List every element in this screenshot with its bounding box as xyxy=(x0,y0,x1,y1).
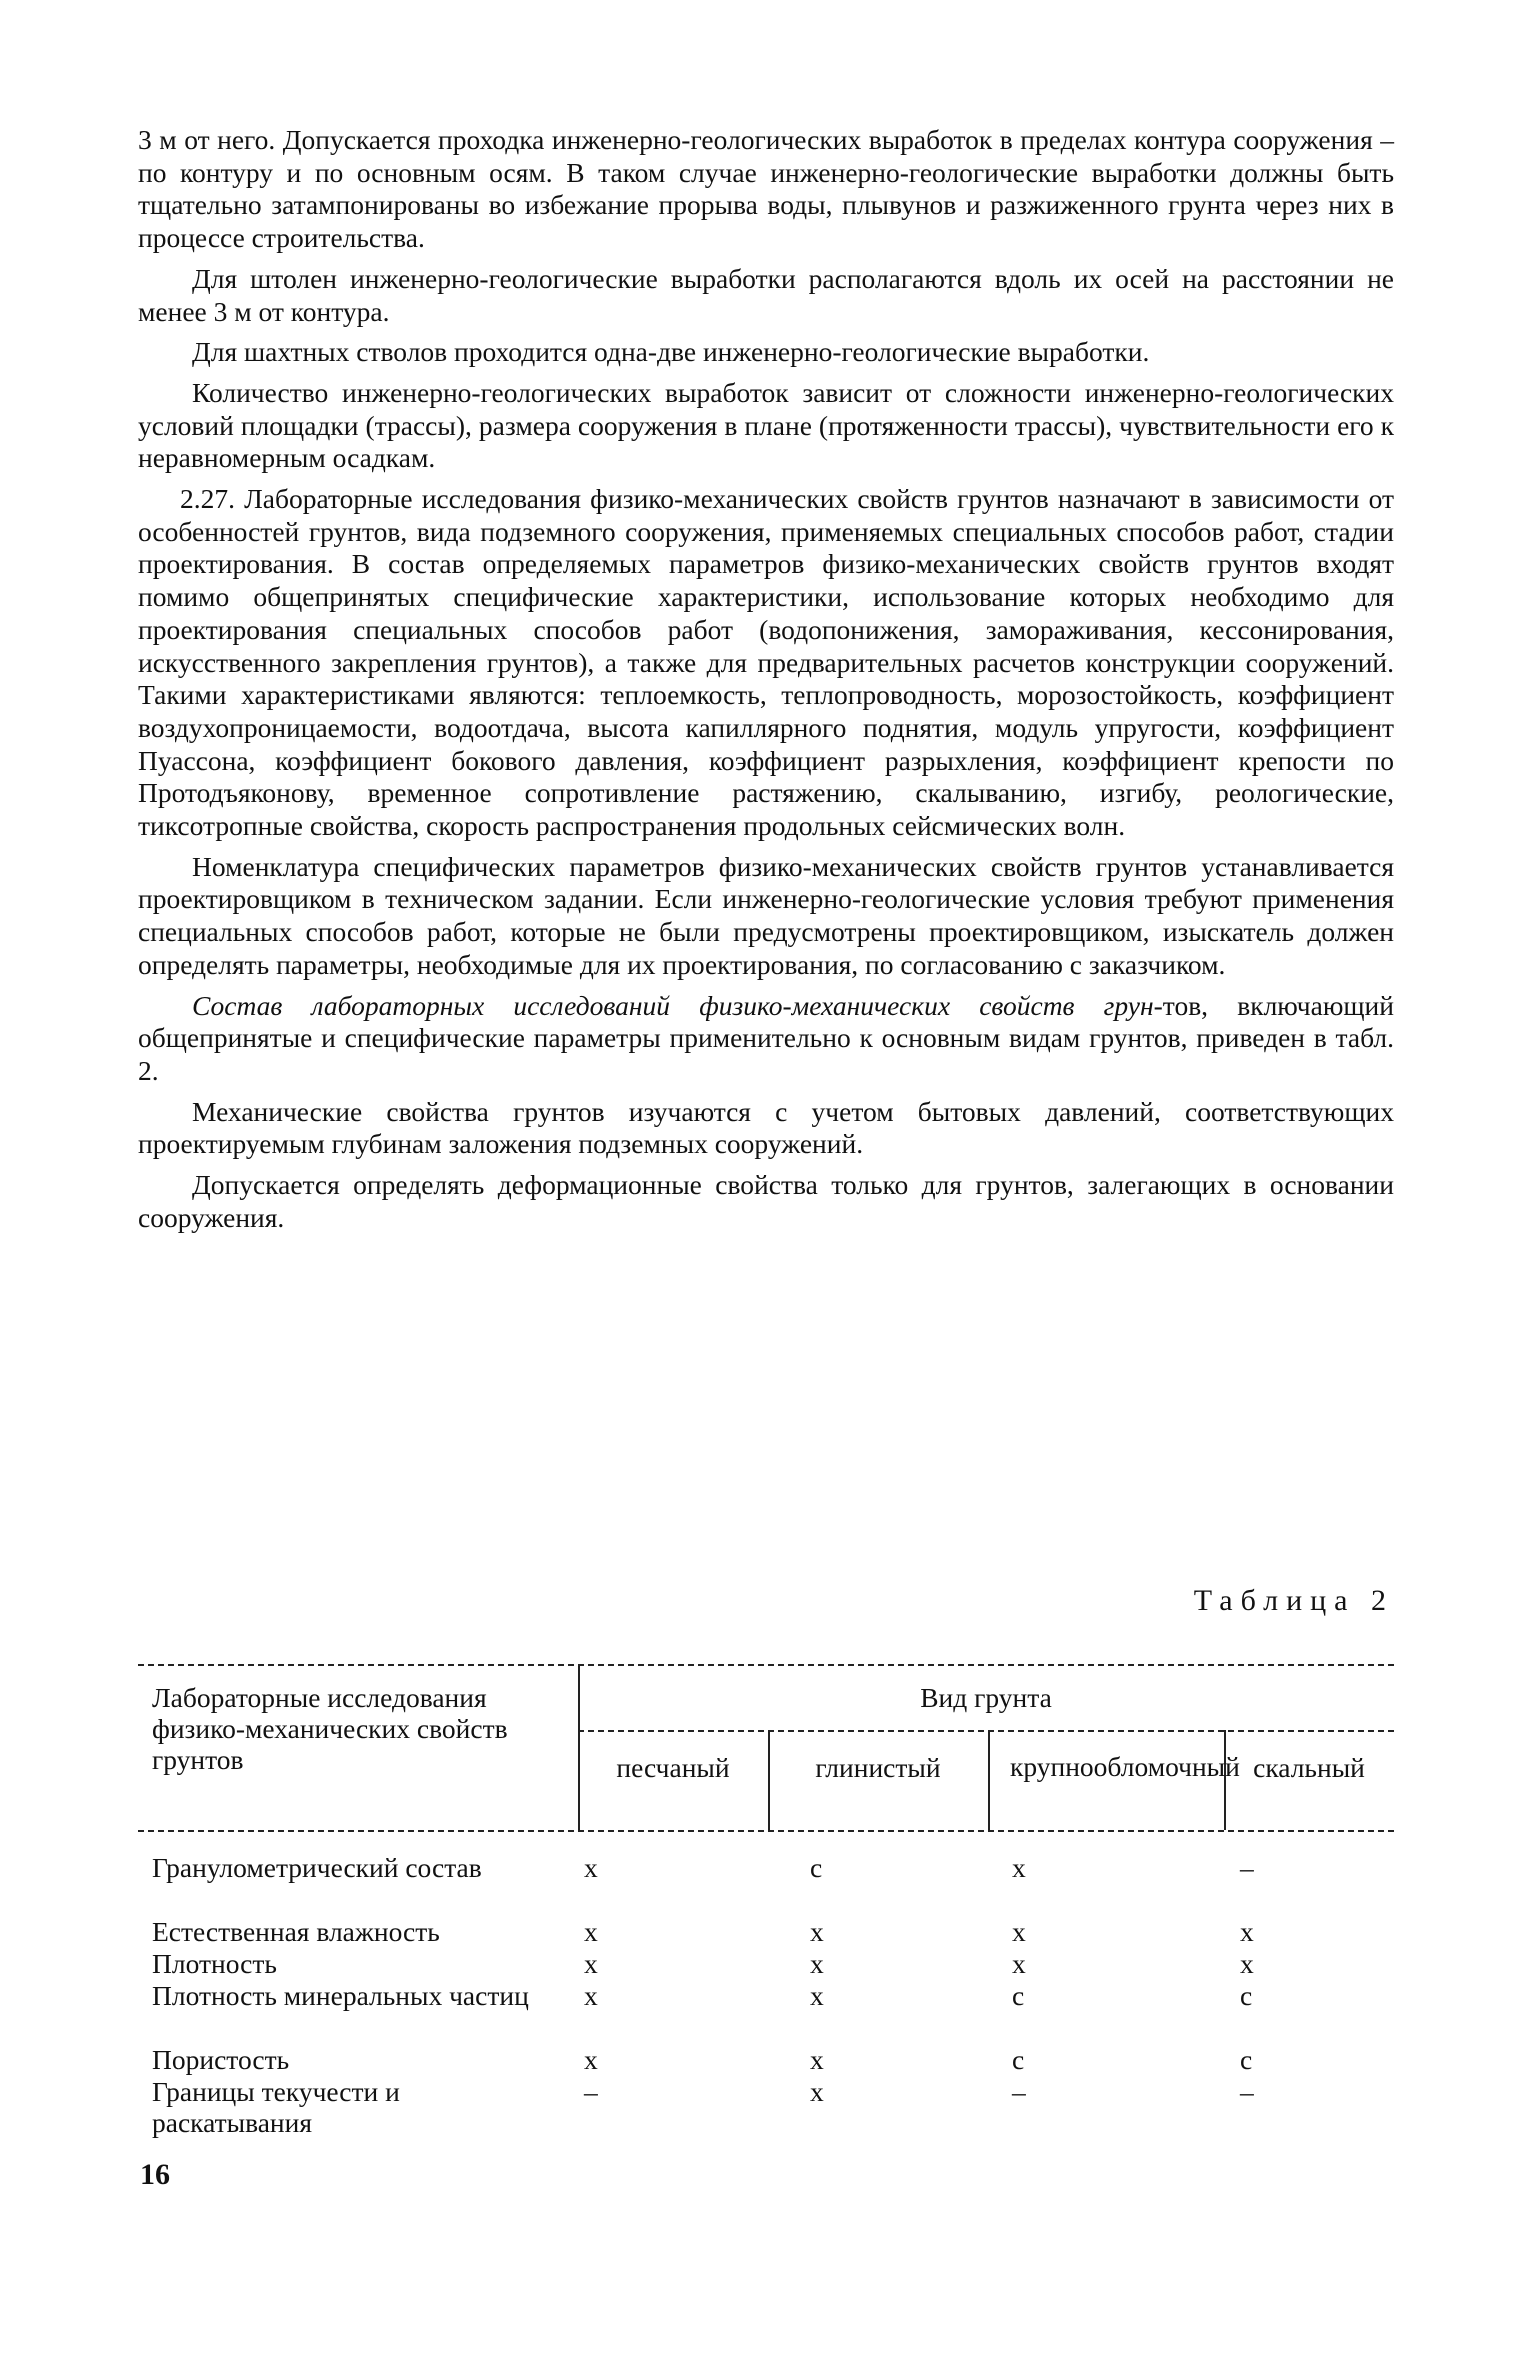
row-label: Плотность минеральных частиц xyxy=(152,1980,529,2011)
cell-value: с xyxy=(1240,2044,1253,2075)
paragraph: Для штолен инженерно-геологические выработки располагаются вдоль их осей на расстоянии не менее 3 м от контура. xyxy=(138,262,1394,327)
col-header-sand: песчаный xyxy=(616,1752,730,1783)
paragraph-2-27: 2.27. Лабораторные исследования физико-механических свойств грунтов назначают в зависимости от особенностей грунтов, вида подземного сооружения, применяемых специальных способов работ, стадии проектирования. В состав определяемых параметров физико-механических свойств грунтов входят помимо общепринятых специфические характеристики, использование которых необходимо для проектирования специальных способов работ (водопонижения, замораживания, кессонирования, искусственного закрепления грунтов), а также для предварительных расчетов конструкции сооружений. Такими характеристиками являются: теплоемкость, теплопроводность, морозостойкость, коэффициент воздухопроницаемости, водоотдача, высота капиллярного поднятия, модуль упругости, коэффициент Пуассона, коэффициент бокового давления, коэффициент разрыхления, коэффициент крепости по Протодъяконову, временное сопротивление растяжению, скалыванию, изгибу, реологические, тиксотропные свойства, скорость распространения продольных сейсмических волн. xyxy=(138,483,1394,842)
cell-value: х xyxy=(584,1948,598,1979)
cell-value: х xyxy=(1012,1852,1026,1883)
cell-value: х xyxy=(1012,1948,1026,1979)
table-top-rule xyxy=(138,1664,1394,1666)
body-text xyxy=(138,124,1394,1235)
cell-value: х xyxy=(584,1852,598,1883)
table-caption: Таблица 2 xyxy=(1193,1584,1394,1617)
group-header: Вид грунта xyxy=(920,1682,1052,1713)
paragraph: Номенклатура специфических параметров физико-механических свойств грунтов устанавливается проектировщиком в техническом задании. Если инженерно-геологические условия требуют применения специальных способов работ, которые не были предусмотрены проектировщиком, изыскатель должен определять параметры, необходимые для их проектирования, по согласованию с заказчиком. xyxy=(138,850,1394,980)
col-header-coarse: крупнообломочный xyxy=(1010,1751,1240,1782)
cell-value: х xyxy=(810,1980,824,2011)
paragraph xyxy=(138,990,1394,1088)
paragraph: Количество инженерно-геологических выработок зависит от сложности инженерно-геологических условий площадки (трассы), размера сооружения в плане (протяженности трассы), чувствительности его к неравномерным осадкам. xyxy=(138,376,1394,474)
cell-value: х xyxy=(810,1916,824,1947)
col-header-clay: глинистый xyxy=(815,1752,941,1783)
cell-value: – xyxy=(1240,2076,1254,2107)
paragraph: Механические свойства грунтов изучаются с учетом бытовых давлений, соответствующих проектируемым глубинам заложения подземных сооружений. xyxy=(138,1095,1394,1160)
cell-value: х xyxy=(1240,1948,1254,1979)
cell-value: с xyxy=(1012,1980,1025,2011)
cell-value: х xyxy=(810,1948,824,1979)
cell-value: с xyxy=(1012,2044,1025,2075)
header-bottom-rule xyxy=(138,1830,1394,1832)
row-header-label: Лабораторные исследования физико-механических свойств грунтов xyxy=(152,1682,508,1775)
cell-value: х xyxy=(584,1916,598,1947)
cell-value: с xyxy=(1240,1980,1253,2011)
cell-value: – xyxy=(584,2076,598,2107)
row-label: Пористость xyxy=(152,2044,290,2075)
col-header-rock: скальный xyxy=(1253,1752,1365,1783)
row-label: Плотность xyxy=(152,1948,277,1979)
row-label: Естественная влажность xyxy=(152,1916,440,1947)
row-label: Границы текучести и раскатывания xyxy=(152,2076,400,2138)
paragraph-rest: тов, включающий общепринятые и специфические параметры применительно к основным видам грунтов, приведен в табл. 2. xyxy=(138,989,1394,1086)
cell-value: х xyxy=(584,2044,598,2075)
paragraph: Допускается определять деформационные свойства только для грунтов, залегающих в основании сооружения. xyxy=(138,1169,1394,1233)
cell-value: х xyxy=(1240,1916,1254,1947)
paragraph: 3 м от него. Допускается проходка инженерно-геологических выработок в пределах контура сооружения – по контуру и по основным осям. В таком случае инженерно-геологические выработки должны быть тщательно затампонированы во избежание прорыва воды, плывунов и разжиженного грунта через них в процессе строительства. xyxy=(138,124,1394,254)
page-number: 16 xyxy=(140,2158,170,2191)
paragraph: Для шахтных стволов проходится одна-две инженерно-геологические выработки. xyxy=(192,336,1150,368)
subheader-rule xyxy=(578,1730,1394,1732)
cell-value: – xyxy=(1240,1852,1254,1883)
italic-lead: Состав лабораторных исследований физико-механических свойств грун- xyxy=(192,989,1163,1021)
cell-value: х xyxy=(584,1980,598,2011)
row-label: Гранулометрический состав xyxy=(152,1852,482,1883)
cell-value: х xyxy=(1012,1916,1026,1947)
cell-value: с xyxy=(810,1852,823,1883)
cell-value: – xyxy=(1012,2076,1026,2107)
cell-value: х xyxy=(810,2044,824,2075)
col-divider xyxy=(988,1730,990,1830)
cell-value: х xyxy=(810,2076,824,2107)
